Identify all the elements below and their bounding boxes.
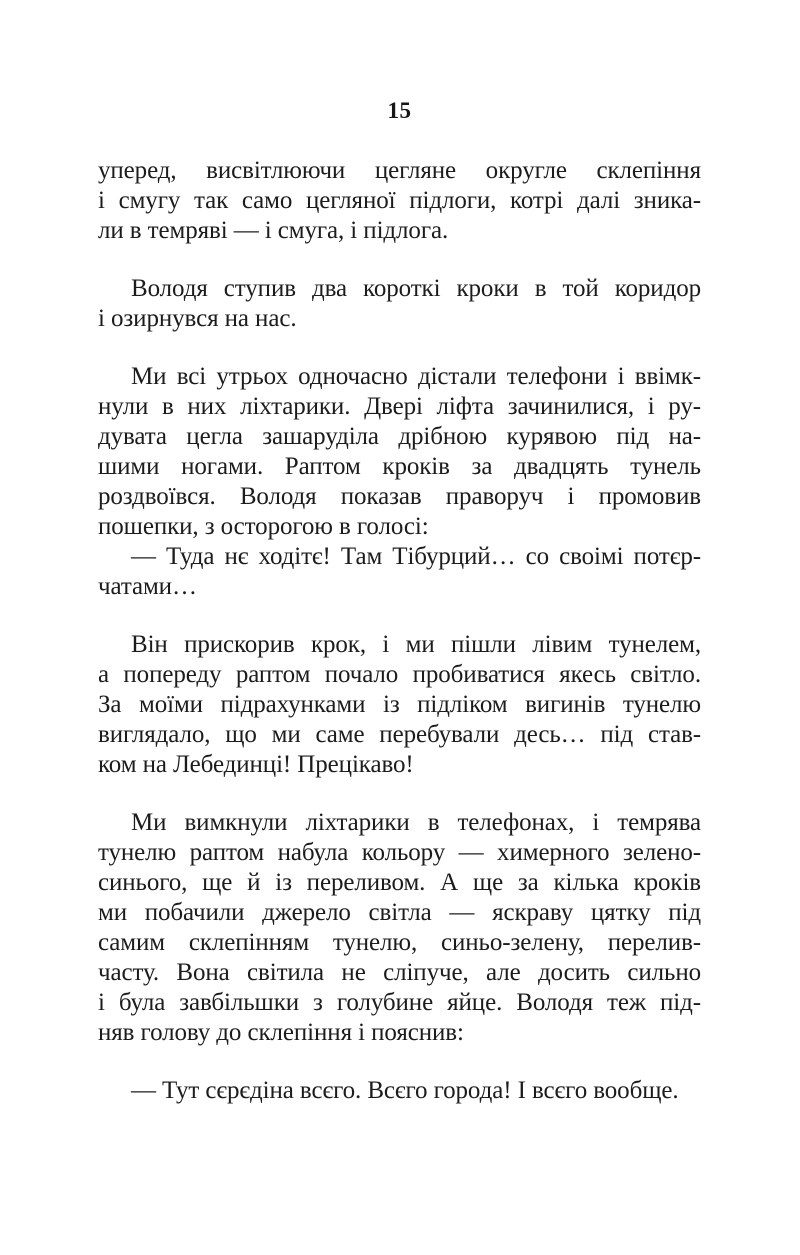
text-line: Він прискорив крок, і ми пішли лівим тунелем, xyxy=(131,631,701,658)
text-line: і смугу так само цегляної підлоги, котрі далі зника- xyxy=(98,187,701,214)
paragraph xyxy=(98,808,701,1048)
text-line: дувата цегла зашаруділа дрібною курявою під на- xyxy=(98,423,701,450)
text-line: Ми всі утрьох одночасно дістали телефони і ввімк- xyxy=(131,363,701,390)
text-line: пошепки, з осторогою в голосі: xyxy=(98,513,429,540)
dialogue-paragraph xyxy=(98,542,701,602)
paragraph xyxy=(98,362,701,542)
paragraph xyxy=(98,630,701,780)
text-line: Ми вимкнули ліхтарики в телефонах, і темрява xyxy=(131,809,701,836)
text-line: і була завбільшки з голубине яйце. Володя теж під- xyxy=(98,989,701,1016)
dialogue-paragraph xyxy=(98,1076,701,1106)
text-line: і озирнувся на нас. xyxy=(98,305,297,332)
text-line: шими ногами. Раптом кроків за двадцять тунель xyxy=(98,453,701,480)
text-line: виглядало, що ми саме перебували десь… під став- xyxy=(98,721,701,748)
page-number: 15 xyxy=(387,98,412,123)
text-line: уперед, висвітлюючи цегляне округле склепіння xyxy=(98,157,701,184)
text-line: — Тут сєрєдіна всєго. Всєго города! І всєго вообще. xyxy=(131,1077,679,1104)
text-line: За моїми підрахунками із підліком вигинів тунелю xyxy=(98,691,701,718)
text-line: тунелю раптом набула кольору — химерного зелено- xyxy=(98,839,701,866)
text-column xyxy=(98,156,701,1106)
text-line: ли в темряві — і смуга, і підлога. xyxy=(98,217,449,244)
text-line: ком на Лебединці! Прецікаво! xyxy=(98,751,414,778)
text-line: нули в них ліхтарики. Двері ліфта зачинилися, і ру- xyxy=(98,393,701,420)
paragraph xyxy=(98,274,701,334)
text-line: а попереду раптом почало пробиватися якесь світло. xyxy=(98,661,701,688)
text-line: Володя ступив два короткі кроки в той коридор xyxy=(131,275,701,302)
text-line: часту. Вона світила не сліпуче, але досить сильно xyxy=(98,959,701,986)
text-line: чатами… xyxy=(98,573,197,600)
paragraph-continuation xyxy=(98,156,701,246)
text-line: няв голову до склепіння і пояснив: xyxy=(98,1019,464,1046)
text-line: роздвоївся. Володя показав праворуч і промовив xyxy=(98,483,701,510)
text-line: ми побачили джерело світла — яскраву цятку під xyxy=(98,899,701,926)
text-line: — Туда нє ходітє! Там Тібурций… со своімі потєр- xyxy=(131,543,701,570)
text-line: самим склепінням тунелю, синьо-зелену, перелив- xyxy=(98,929,701,956)
text-line: синього, ще й із переливом. А ще за кілька кроків xyxy=(98,869,701,896)
